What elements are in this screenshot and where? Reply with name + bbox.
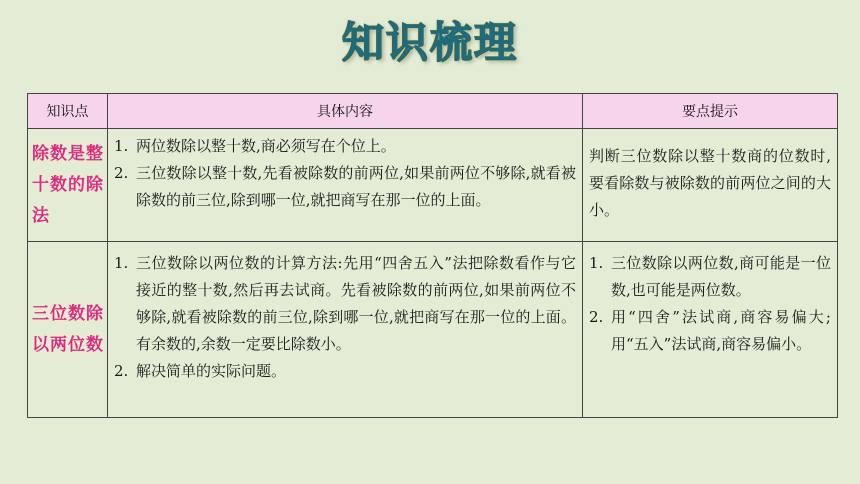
item-number: 2. <box>589 308 604 326</box>
row-tip <box>583 129 838 242</box>
item-text: 三位数除以两位数,商可能是一位数,也可能是两位数。 <box>611 254 831 299</box>
item-number: 2. <box>114 362 129 380</box>
row-content <box>108 129 583 242</box>
knowledge-table <box>27 93 838 418</box>
item-number: 1. <box>114 137 129 155</box>
item-text: 三位数除以两位数的计算方法:先用“四舍五入”法把除数看作与它接近的整十数,然后再去试商。先看被除数的前两位,如果前两位不够除,就看被除数的前三位,除到哪一位,就把商写在那一位的上面。有余数的,余数一定要比除数小。 <box>136 254 576 353</box>
item-number: 1. <box>114 254 129 272</box>
content-item <box>114 133 576 160</box>
header-tips: 要点提示 <box>583 94 838 129</box>
table-row <box>28 242 838 418</box>
row-topic <box>28 242 108 418</box>
content-item <box>114 160 576 214</box>
table-row <box>28 129 838 242</box>
item-text: 解决简单的实际问题。 <box>136 362 287 380</box>
header-content: 具体内容 <box>108 94 583 129</box>
row-topic-label: 除数是整十数的除法 <box>32 143 103 226</box>
row-tip <box>583 242 838 418</box>
item-number: 1. <box>589 254 604 272</box>
header-topic: 知识点 <box>28 94 108 129</box>
row-topic <box>28 129 108 242</box>
tip-item <box>589 250 831 304</box>
page-title: 知识梳理 <box>341 18 518 67</box>
item-text: 用“四舍”法试商,商容易偏大;用“五入”法试商,商容易偏小。 <box>611 308 831 353</box>
content-item <box>114 250 576 358</box>
row-content <box>108 242 583 418</box>
item-number: 2. <box>114 164 129 182</box>
tip-text: 判断三位数除以整十数商的位数时,要看除数与被除数的前两位之间的大小。 <box>589 147 831 219</box>
content-item <box>114 358 576 385</box>
item-text: 三位数除以整十数,先看被除数的前两位,如果前两位不够除,就看被除数的前三位,除到哪一位,就把商写在那一位的上面。 <box>136 164 576 209</box>
tip-item <box>589 304 831 358</box>
table-header-row <box>28 94 838 129</box>
item-text: 两位数除以整十数,商必须写在个位上。 <box>136 137 396 155</box>
row-topic-label: 三位数除以两位数 <box>32 303 103 355</box>
